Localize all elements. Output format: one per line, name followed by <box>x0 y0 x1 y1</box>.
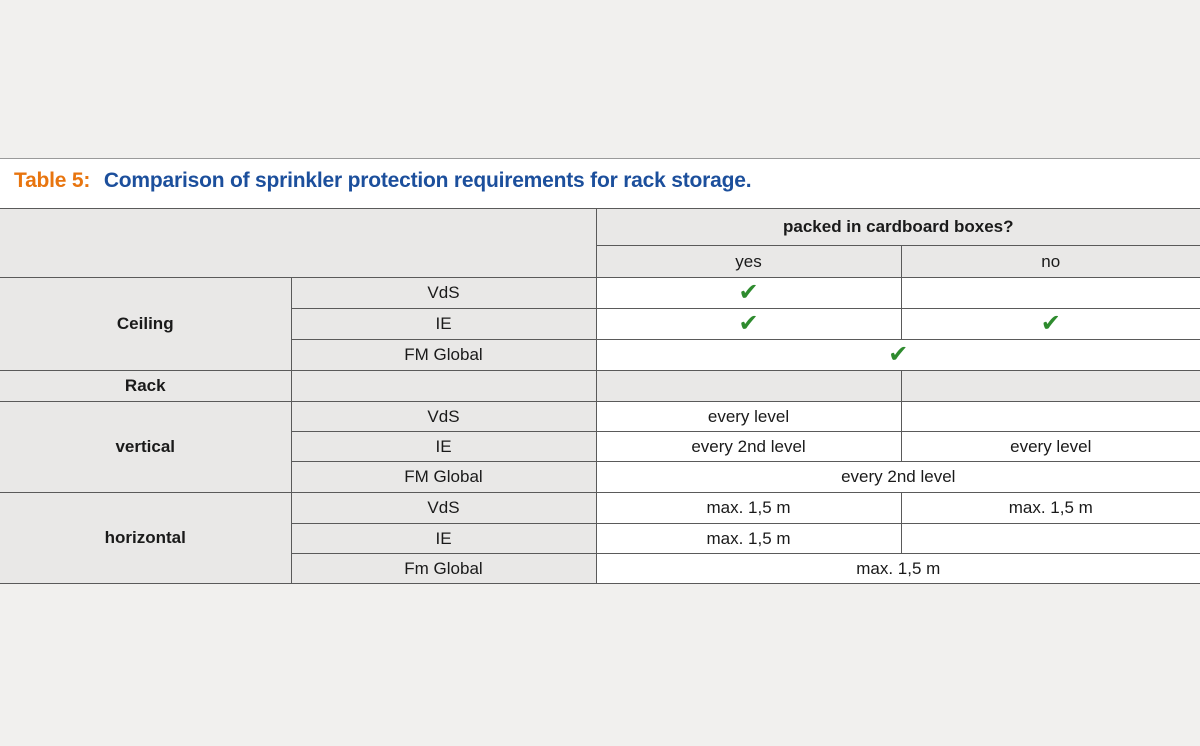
caption-band <box>0 158 1200 209</box>
value-cell <box>596 309 901 340</box>
header-corner <box>0 209 596 278</box>
standard-cell: IE <box>291 524 596 554</box>
standard-cell: FM Global <box>291 462 596 493</box>
standard-cell: FM Global <box>291 340 596 371</box>
standard-cell <box>291 371 596 402</box>
table-row <box>0 493 1200 524</box>
value-cell <box>901 278 1200 309</box>
section-vertical: vertical <box>0 402 291 493</box>
value-cell <box>901 309 1200 340</box>
value-cell <box>901 371 1200 402</box>
standard-cell: IE <box>291 309 596 340</box>
section-ceiling: Ceiling <box>0 278 291 371</box>
table-title: Comparison of sprinkler protection requirements for rack storage. <box>103 169 752 192</box>
value-cell <box>596 371 901 402</box>
checkmark-icon: ✔ <box>1040 310 1061 337</box>
merged-value-cell: max. 1,5 m <box>596 554 1200 584</box>
value-cell: max. 1,5 m <box>596 524 901 554</box>
value-cell: every 2nd level <box>596 432 901 462</box>
table-caption <box>14 169 751 193</box>
checkmark-icon: ✔ <box>738 279 759 306</box>
value-cell: every level <box>901 432 1200 462</box>
section-horizontal: horizontal <box>0 493 291 584</box>
value-cell: every level <box>596 402 901 432</box>
header-group-cell: packed in cardboard boxes? <box>596 209 1200 246</box>
standard-cell: IE <box>291 432 596 462</box>
value-cell <box>596 278 901 309</box>
standard-cell: Fm Global <box>291 554 596 584</box>
table-row <box>0 371 1200 402</box>
standard-cell: VdS <box>291 493 596 524</box>
checkmark-icon: ✔ <box>888 341 909 368</box>
table-number: Table 5: <box>14 169 91 192</box>
checkmark-icon: ✔ <box>738 310 759 337</box>
value-cell: max. 1,5 m <box>901 493 1200 524</box>
table-row <box>0 402 1200 432</box>
header-yes: yes <box>596 246 901 278</box>
header-row-group <box>0 209 1200 246</box>
standard-cell: VdS <box>291 278 596 309</box>
table-row <box>0 278 1200 309</box>
value-cell <box>901 524 1200 554</box>
merged-value-cell <box>596 340 1200 371</box>
section-rack: Rack <box>0 371 291 402</box>
value-cell: max. 1,5 m <box>596 493 901 524</box>
merged-value-cell: every 2nd level <box>596 462 1200 493</box>
comparison-table <box>0 208 1200 584</box>
standard-cell: VdS <box>291 402 596 432</box>
value-cell <box>901 402 1200 432</box>
header-no: no <box>901 246 1200 278</box>
